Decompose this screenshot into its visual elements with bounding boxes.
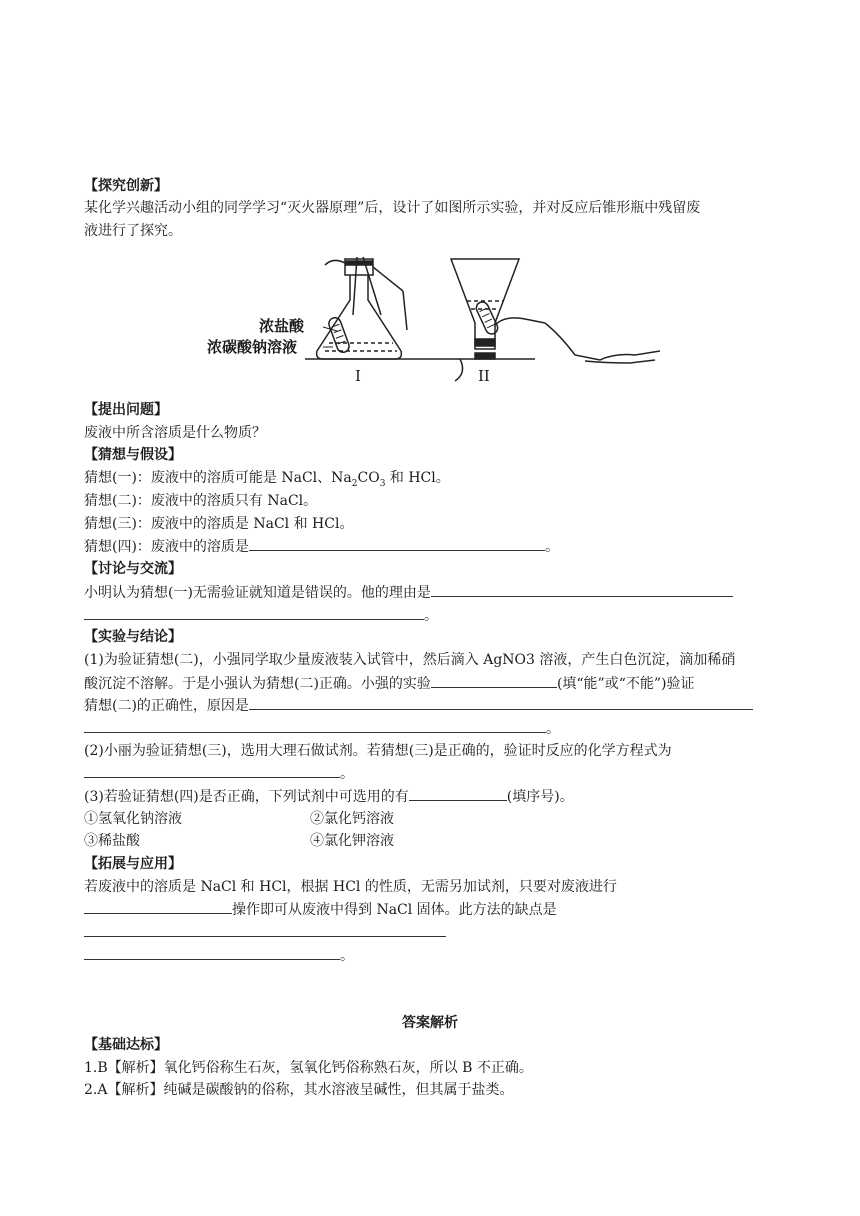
experiment-p2: (2)小丽为验证猜想(三)，选用大理石做试剂。若猜想(三)是正确的，验证时反应的化学方程式为 [84, 743, 672, 759]
extension-text [84, 922, 446, 943]
answer-blank[interactable] [409, 786, 507, 801]
extension-text [84, 899, 557, 920]
subscript: 2 [351, 478, 358, 489]
experiment-text: 酸沉淀不溶解。于是小强认为猜想(二)正确。小强的实验 [84, 676, 431, 692]
answer-blank[interactable] [84, 718, 546, 733]
experiment-p1 [84, 718, 560, 739]
punctuation: 。 [544, 539, 559, 555]
hypothesis-four-text: 猜想(四)：废液中的溶质是 [84, 539, 249, 555]
experiment-text: (填序号)。 [506, 789, 574, 805]
answer-1: 1.B【解析】氧化钙俗称生石灰，氢氧化钙俗称熟石灰，所以 B 不正确。 [84, 1060, 533, 1076]
section-heading-experiment: 【实验与结论】 [84, 629, 182, 645]
experiment-text: (3)若验证猜想(四)是否正确，下列试剂中可选用的有 [84, 789, 409, 805]
answer-blank[interactable] [84, 945, 340, 960]
experiment-p2 [84, 763, 354, 784]
subscript: 3 [379, 478, 386, 489]
answer-blank[interactable] [431, 673, 557, 688]
discussion-text-cont [84, 605, 438, 626]
extension-text-content: 操作即可从废液中得到 NaCl 固体。此方法的缺点是 [232, 902, 557, 918]
experiment-p1 [84, 673, 695, 694]
label-acid: 浓盐酸 [259, 317, 305, 335]
inverted-extinguisher [451, 259, 660, 381]
section-heading-question: 【提出问题】 [84, 402, 168, 418]
label-carbonate: 浓碳酸钠溶液 [207, 338, 298, 356]
extension-text: 若废液中的溶质是 NaCl 和 HCl，根据 HCl 的性质，无需另加试剂，只要对废液进行 [84, 879, 617, 895]
punctuation: 。 [546, 721, 560, 737]
section-heading-basic: 【基础达标】 [84, 1037, 168, 1053]
option-3: ③稀盐酸 [84, 833, 140, 849]
answer-blank[interactable] [249, 695, 753, 710]
label-apparatus-one: I [355, 367, 361, 385]
answer-blank[interactable] [431, 582, 733, 597]
hypothesis-one [84, 468, 450, 494]
experiment-p3 [84, 786, 574, 807]
discussion-text [84, 582, 733, 603]
erlenmeyer-flask [317, 257, 407, 359]
option-1: ①氢氧化钠溶液 [84, 811, 182, 827]
hypothesis-one-text: 猜想(一)：废液中的溶质可能是 NaCl、Na [84, 470, 352, 486]
option-2: ②氯化钙溶液 [310, 811, 394, 827]
hypothesis-four [84, 536, 559, 557]
punctuation: 。 [340, 766, 354, 782]
answer-blank[interactable] [84, 763, 340, 778]
intro-text: 某化学兴趣活动小组的同学学习“灭火器原理”后，设计了如图所示实验，并对反应后锥形瓶中残留废 [84, 200, 701, 216]
hypothesis-one-text: CO [357, 470, 380, 486]
answer-blank[interactable] [249, 536, 545, 551]
answer-blank[interactable] [84, 922, 446, 937]
answers-title: 答案解析 [402, 1015, 458, 1031]
apparatus-figure [205, 255, 665, 390]
answer-blank[interactable] [84, 899, 232, 914]
hypothesis-one-text: 和 HCl。 [385, 470, 450, 486]
section-heading-explore: 【探究创新】 [84, 178, 168, 194]
section-heading-discussion: 【讨论与交流】 [84, 561, 182, 577]
extension-text [84, 945, 354, 966]
hypothesis-three: 猜想(三)：废液中的溶质是 NaCl 和 HCl。 [84, 516, 354, 532]
experiment-text: (填“能”或“不能”)验证 [556, 676, 695, 692]
answer-blank[interactable] [84, 605, 424, 620]
section-heading-hypothesis: 【猜想与假设】 [84, 447, 182, 463]
discussion-text-content: 小明认为猜想(一)无需验证就知道是错误的。他的理由是 [84, 585, 431, 601]
experiment-p1 [84, 695, 753, 716]
section-heading-extension: 【拓展与应用】 [84, 856, 182, 872]
answer-2: 2.A【解析】纯碱是碳酸钠的俗称，其水溶液呈碱性，但其属于盐类。 [84, 1082, 514, 1098]
punctuation: 。 [424, 608, 438, 624]
hypothesis-two: 猜想(二)：废液中的溶质只有 NaCl。 [84, 493, 318, 509]
question-text: 废液中所含溶质是什么物质？ [84, 425, 266, 441]
option-4: ④氯化钾溶液 [310, 833, 394, 849]
experiment-text: 猜想(二)的正确性，原因是 [84, 698, 249, 714]
punctuation: 。 [340, 948, 354, 964]
intro-text: 液进行了探究。 [84, 223, 182, 239]
experiment-p1: (1)为验证猜想(二)，小强同学取少量废液装入试管中，然后滴入 AgNO3 溶液，产生白色沉淀，滴加稀硝 [84, 652, 736, 668]
label-apparatus-two: II [478, 367, 490, 385]
apparatus-diagram [205, 255, 665, 390]
